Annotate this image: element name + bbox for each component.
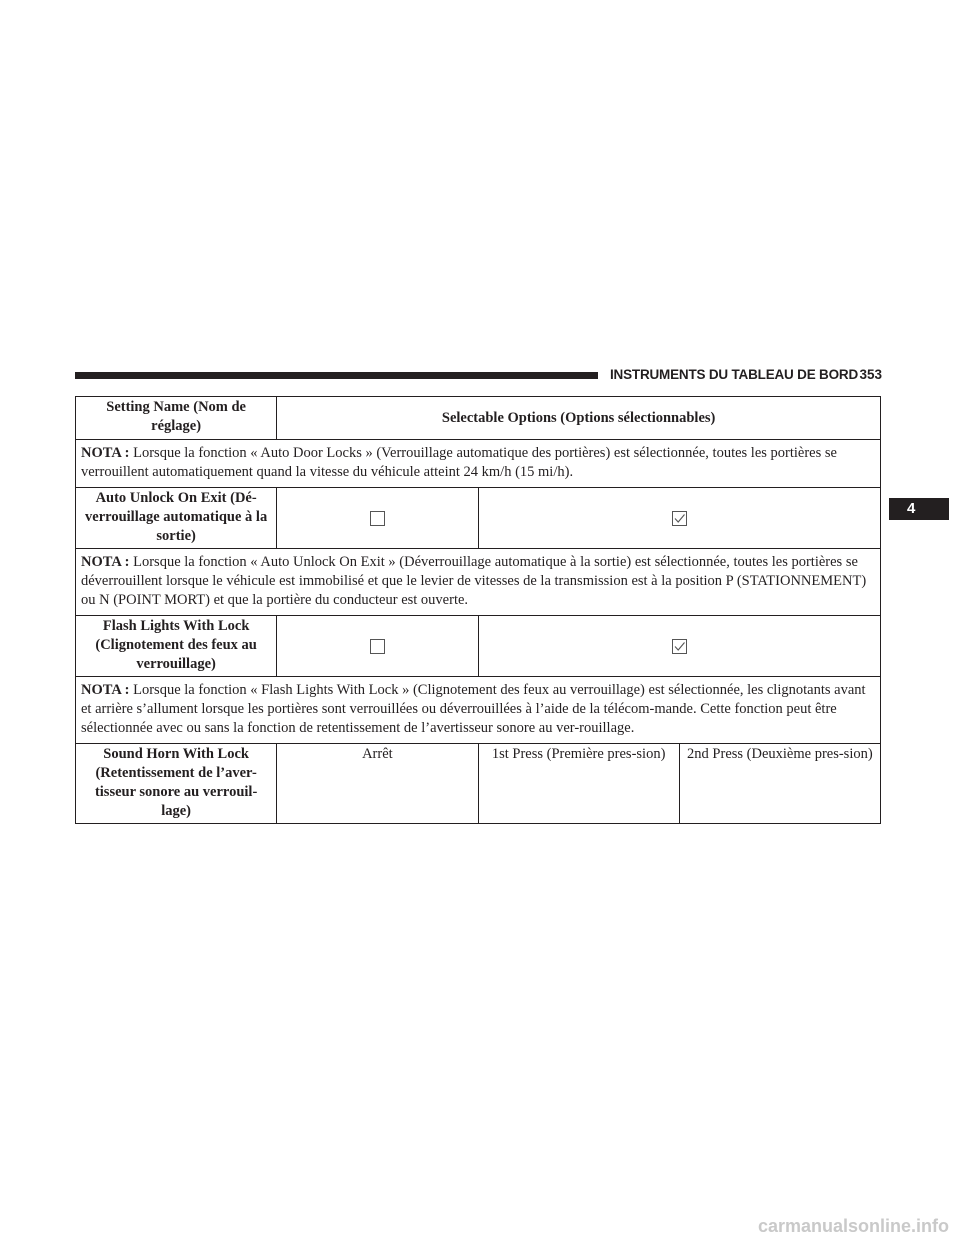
svg-text:carmanualsonline.info: carmanualsonline.info [758, 1216, 950, 1236]
table-note-row [76, 677, 881, 744]
option-cell [478, 488, 881, 549]
watermark-logo [758, 1214, 956, 1238]
option-cell [277, 488, 478, 549]
table-row [76, 488, 881, 549]
setting-name-flash-lights: Flash Lights With Lock (Clignotement des feux au verrouillage) [76, 616, 277, 677]
note-flash-lights [76, 677, 881, 744]
note-label: NOTA : [81, 682, 130, 698]
option-first-press: 1st Press (Première pres-sion) [478, 744, 679, 824]
settings-table [75, 396, 881, 824]
table-row [76, 616, 881, 677]
option-cell [277, 616, 478, 677]
table-note-row [76, 440, 881, 488]
column-header-setting-name: Setting Name (Nom de réglage) [76, 397, 277, 440]
page-header-title: INSTRUMENTS DU TABLEAU DE BORD [610, 367, 858, 382]
checked-checkbox-icon [672, 639, 687, 654]
note-text: Lorsque la fonction « Auto Unlock On Exit » (Déverrouillage automatique à la sortie) est sélectionnée, toutes les portières se déverrouillent lorsque le véhicule est immobilisé et que le levier de vitesses de la transmission est à la position P (STATIONNEMENT) ou N (POINT MORT) et que la portière du conducteur est ouverte. [81, 554, 867, 608]
option-second-press: 2nd Press (Deuxième pres-sion) [679, 744, 880, 824]
empty-checkbox-icon [370, 639, 385, 654]
note-auto-unlock [76, 549, 881, 616]
empty-checkbox-icon [370, 511, 385, 526]
checked-checkbox-icon [672, 511, 687, 526]
table-note-row [76, 549, 881, 616]
option-cell [478, 616, 881, 677]
column-header-selectable-options: Selectable Options (Options sélectionnables) [277, 397, 881, 440]
note-label: NOTA : [81, 554, 130, 570]
note-text: Lorsque la fonction « Auto Door Locks » (Verrouillage automatique des portières) est sélectionnée, toutes les portières se verrouillent automatiquement quand la vitesse du véhicule atteint 24 km/h (15 mi/h). [81, 445, 837, 480]
header-rule [75, 372, 598, 379]
note-auto-door-locks [76, 440, 881, 488]
note-text: Lorsque la fonction « Flash Lights With Lock » (Clignotement des feux au verrouillage) est sélectionnée, les clignotants avant et arrière s’allument lorsque les portières sont verrouillées ou déverrouillées à l’aide de la télécom-mande. Cette fonction peut être sélectionnée avec ou sans la fonction de retentissement de l’avertisseur sonore au ver-rouillage. [81, 682, 866, 736]
option-off: Arrêt [277, 744, 478, 824]
table-row [76, 744, 881, 824]
chapter-tab: 4 [889, 498, 949, 520]
note-label: NOTA : [81, 445, 130, 461]
table-header-row [76, 397, 881, 440]
setting-name-sound-horn: Sound Horn With Lock (Retentissement de l’aver-tisseur sonore au verrouil-lage) [76, 744, 277, 824]
page-number: 353 [859, 367, 882, 382]
setting-name-auto-unlock: Auto Unlock On Exit (Dé-verrouillage automatique à la sortie) [76, 488, 277, 549]
